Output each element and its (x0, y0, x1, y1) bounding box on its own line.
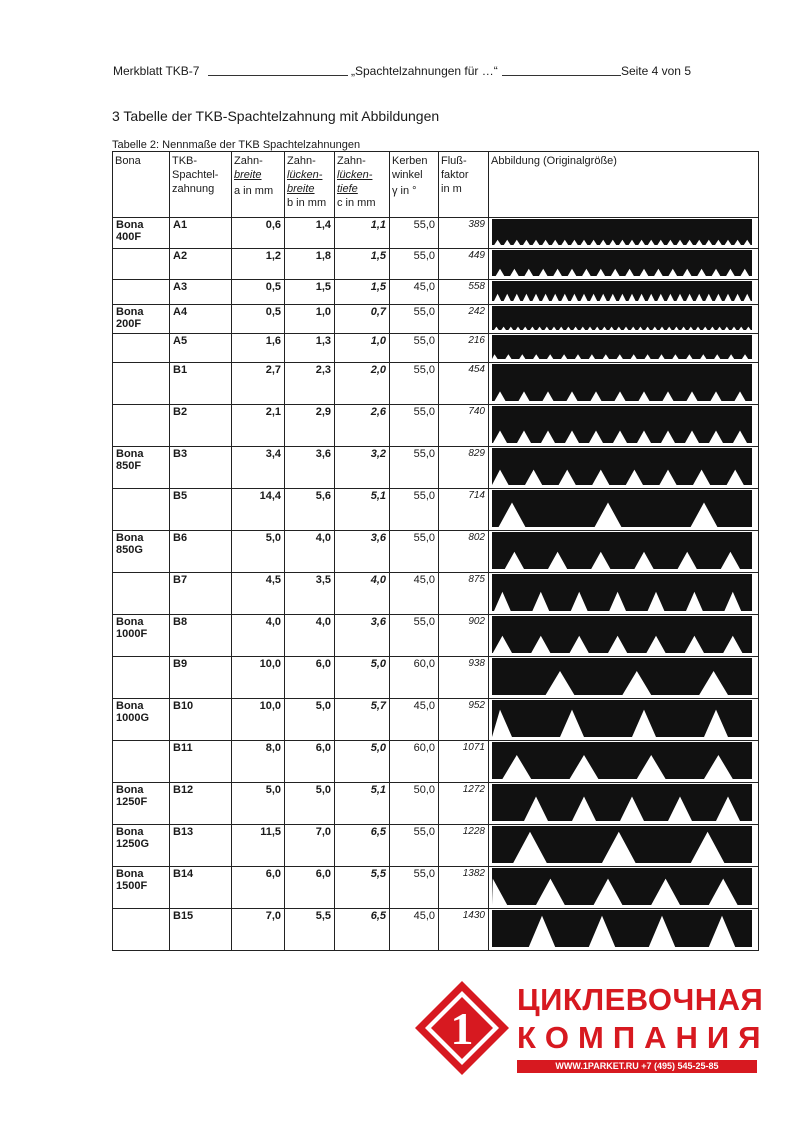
cell-notch-angle: 55,0 (390, 249, 439, 280)
cell-flow-factor: 1071 (439, 741, 489, 783)
cell-tkb-code: A1 (170, 218, 232, 249)
cell-flow-factor: 242 (439, 305, 489, 334)
cell-tooth-width: 3,4 (232, 447, 285, 489)
cell-gap-width: 1,0 (285, 305, 335, 334)
cell-notch-angle: 60,0 (390, 741, 439, 783)
notch-profile-shape (492, 250, 752, 276)
table-row (113, 573, 759, 615)
notch-profile-figure (492, 826, 752, 863)
cell-figure (489, 489, 759, 531)
notch-profile-shape (492, 335, 752, 359)
cell-flow-factor: 714 (439, 489, 489, 531)
cell-tkb-code: B6 (170, 531, 232, 573)
cell-tkb-code: A5 (170, 334, 232, 363)
cell-tooth-width: 2,1 (232, 405, 285, 447)
cell-gap-depth: 1,0 (335, 334, 390, 363)
cell-flow-factor: 952 (439, 699, 489, 741)
cell-tkb-code: B10 (170, 699, 232, 741)
cell-gap-width: 5,0 (285, 783, 335, 825)
cell-gap-depth: 4,0 (335, 573, 390, 615)
cell-gap-width: 4,0 (285, 531, 335, 573)
notch-profile-figure (492, 490, 752, 527)
cell-figure (489, 699, 759, 741)
table-row (113, 280, 759, 305)
cell-gap-depth: 1,1 (335, 218, 390, 249)
cell-gap-depth: 5,0 (335, 657, 390, 699)
notch-profile-figure (492, 658, 752, 695)
notch-profile-shape (492, 306, 752, 330)
cell-notch-angle: 45,0 (390, 699, 439, 741)
cell-gap-depth: 2,6 (335, 405, 390, 447)
table-row (113, 699, 759, 741)
cell-figure (489, 909, 759, 951)
table-row (113, 825, 759, 867)
cell-notch-angle: 55,0 (390, 218, 439, 249)
cell-notch-angle: 55,0 (390, 867, 439, 909)
logo-contacts: WWW.1PARKET.RU +7 (495) 545-25-85 (517, 1060, 757, 1073)
notch-profile-shape (492, 868, 752, 905)
table-body (113, 218, 759, 951)
cell-bona (113, 489, 170, 531)
table-caption: Tabelle 2: Nennmaße der TKB Spachtelzahnungen (112, 139, 361, 151)
cell-tooth-width: 0,6 (232, 218, 285, 249)
cell-tooth-width: 0,5 (232, 280, 285, 305)
table-row (113, 447, 759, 489)
logo-mark-text: 1 (450, 1003, 474, 1054)
cell-flow-factor: 829 (439, 447, 489, 489)
cell-notch-angle: 55,0 (390, 363, 439, 405)
cell-gap-width: 3,5 (285, 573, 335, 615)
cell-flow-factor: 389 (439, 218, 489, 249)
cell-notch-angle: 45,0 (390, 280, 439, 305)
logo-line-2: КОМПАНИЯ (517, 1020, 770, 1055)
cell-notch-angle: 45,0 (390, 909, 439, 951)
cell-gap-depth: 0,7 (335, 305, 390, 334)
col-notch-angle: Kerben winkel γ in ° (390, 152, 439, 218)
logo-diamond-icon (412, 978, 512, 1078)
cell-tkb-code: B12 (170, 783, 232, 825)
cell-flow-factor: 449 (439, 249, 489, 280)
cell-bona: Bona 1500F (113, 867, 170, 909)
section-title: 3 Tabelle der TKB-Spachtelzahnung mit Abbildungen (112, 108, 440, 124)
notch-profile-shape (492, 281, 752, 301)
table-header-row (113, 152, 759, 218)
table-row (113, 909, 759, 951)
notch-profile-figure (492, 532, 752, 569)
cell-gap-width: 7,0 (285, 825, 335, 867)
header-page-number: Seite 4 von 5 (620, 64, 691, 78)
header-doc-id: Merkblatt TKB-7 (113, 64, 200, 78)
cell-flow-factor: 875 (439, 573, 489, 615)
cell-tooth-width: 10,0 (232, 657, 285, 699)
cell-tooth-width: 10,0 (232, 699, 285, 741)
cell-gap-depth: 5,7 (335, 699, 390, 741)
cell-tkb-code: B3 (170, 447, 232, 489)
notch-profile-figure (492, 219, 752, 245)
notch-profile-figure (492, 364, 752, 401)
cell-flow-factor: 938 (439, 657, 489, 699)
cell-tooth-width: 1,2 (232, 249, 285, 280)
cell-gap-width: 4,0 (285, 615, 335, 657)
cell-bona (113, 405, 170, 447)
cell-notch-angle: 55,0 (390, 405, 439, 447)
cell-tkb-code: B11 (170, 741, 232, 783)
cell-gap-width: 2,9 (285, 405, 335, 447)
cell-figure (489, 249, 759, 280)
cell-gap-width: 6,0 (285, 741, 335, 783)
table-row (113, 405, 759, 447)
cell-figure (489, 615, 759, 657)
cell-gap-depth: 1,5 (335, 249, 390, 280)
cell-flow-factor: 1382 (439, 867, 489, 909)
notch-profile-figure (492, 250, 752, 276)
cell-tkb-code: B2 (170, 405, 232, 447)
company-logo (412, 978, 772, 1088)
cell-tooth-width: 14,4 (232, 489, 285, 531)
cell-tooth-width: 0,5 (232, 305, 285, 334)
notch-profile-figure (492, 700, 752, 737)
notch-profile-figure (492, 448, 752, 485)
cell-gap-depth: 2,0 (335, 363, 390, 405)
notch-profile-shape (492, 910, 752, 947)
page-header (113, 64, 691, 80)
cell-tkb-code: B14 (170, 867, 232, 909)
cell-tooth-width: 5,0 (232, 531, 285, 573)
notch-profile-shape (492, 616, 752, 653)
cell-tooth-width: 4,5 (232, 573, 285, 615)
cell-flow-factor: 1430 (439, 909, 489, 951)
cell-gap-width: 5,5 (285, 909, 335, 951)
cell-tkb-code: B15 (170, 909, 232, 951)
cell-tooth-width: 11,5 (232, 825, 285, 867)
col-tooth-width: Zahn- breite a in mm (232, 152, 285, 218)
spec-table (112, 151, 759, 951)
cell-tkb-code: A2 (170, 249, 232, 280)
cell-tkb-code: A3 (170, 280, 232, 305)
col-flow-factor: Fluß- faktor in m (439, 152, 489, 218)
notch-profile-shape (492, 448, 752, 485)
cell-bona: Bona 400F (113, 218, 170, 249)
cell-tooth-width: 1,6 (232, 334, 285, 363)
cell-bona (113, 363, 170, 405)
cell-bona: Bona 1250F (113, 783, 170, 825)
cell-bona: Bona 1000G (113, 699, 170, 741)
cell-gap-width: 1,5 (285, 280, 335, 305)
cell-gap-depth: 3,6 (335, 615, 390, 657)
cell-tkb-code: B9 (170, 657, 232, 699)
cell-bona (113, 741, 170, 783)
cell-tkb-code: B13 (170, 825, 232, 867)
cell-gap-depth: 5,0 (335, 741, 390, 783)
notch-profile-shape (492, 826, 752, 863)
col-gap-depth: Zahn- lücken- tiefe c in mm (335, 152, 390, 218)
cell-bona (113, 334, 170, 363)
table-row (113, 334, 759, 363)
cell-gap-depth: 5,1 (335, 489, 390, 531)
cell-figure (489, 783, 759, 825)
cell-tooth-width: 2,7 (232, 363, 285, 405)
cell-figure (489, 363, 759, 405)
cell-gap-depth: 3,6 (335, 531, 390, 573)
table-row (113, 305, 759, 334)
cell-notch-angle: 55,0 (390, 825, 439, 867)
notch-profile-shape (492, 658, 752, 695)
cell-bona: Bona 1000F (113, 615, 170, 657)
cell-gap-width: 1,3 (285, 334, 335, 363)
cell-flow-factor: 1228 (439, 825, 489, 867)
cell-flow-factor: 740 (439, 405, 489, 447)
cell-tooth-width: 5,0 (232, 783, 285, 825)
cell-bona: Bona 200F (113, 305, 170, 334)
cell-gap-width: 5,6 (285, 489, 335, 531)
table-row (113, 741, 759, 783)
table-row (113, 363, 759, 405)
cell-gap-width: 1,4 (285, 218, 335, 249)
notch-profile-figure (492, 335, 752, 359)
cell-flow-factor: 454 (439, 363, 489, 405)
cell-flow-factor: 902 (439, 615, 489, 657)
cell-notch-angle: 55,0 (390, 334, 439, 363)
cell-gap-depth: 5,1 (335, 783, 390, 825)
cell-tooth-width: 4,0 (232, 615, 285, 657)
cell-gap-depth: 1,5 (335, 280, 390, 305)
cell-gap-depth: 5,5 (335, 867, 390, 909)
cell-figure (489, 531, 759, 573)
notch-profile-shape (492, 700, 752, 737)
cell-bona: Bona 850F (113, 447, 170, 489)
cell-gap-depth: 6,5 (335, 825, 390, 867)
cell-notch-angle: 55,0 (390, 531, 439, 573)
cell-flow-factor: 558 (439, 280, 489, 305)
cell-gap-width: 1,8 (285, 249, 335, 280)
col-figure: Abbildung (Originalgröße) (489, 152, 759, 218)
cell-tooth-width: 7,0 (232, 909, 285, 951)
cell-figure (489, 867, 759, 909)
notch-profile-shape (492, 574, 752, 611)
table-row (113, 867, 759, 909)
notch-profile-figure (492, 306, 752, 330)
cell-bona (113, 657, 170, 699)
cell-figure (489, 447, 759, 489)
notch-profile-figure (492, 281, 752, 301)
cell-figure (489, 657, 759, 699)
cell-figure (489, 305, 759, 334)
cell-figure (489, 280, 759, 305)
cell-gap-width: 2,3 (285, 363, 335, 405)
cell-notch-angle: 55,0 (390, 489, 439, 531)
header-title: „Spachtelzahnungen für …“ (351, 64, 498, 78)
notch-profile-shape (492, 406, 752, 443)
cell-gap-width: 6,0 (285, 867, 335, 909)
table-row (113, 657, 759, 699)
notch-profile-figure (492, 910, 752, 947)
cell-gap-width: 5,0 (285, 699, 335, 741)
cell-notch-angle: 45,0 (390, 573, 439, 615)
cell-bona (113, 280, 170, 305)
cell-flow-factor: 802 (439, 531, 489, 573)
notch-profile-shape (492, 742, 752, 779)
cell-tkb-code: B5 (170, 489, 232, 531)
cell-figure (489, 218, 759, 249)
col-bona: Bona (113, 152, 170, 218)
cell-figure (489, 573, 759, 615)
cell-flow-factor: 216 (439, 334, 489, 363)
cell-notch-angle: 55,0 (390, 447, 439, 489)
cell-tkb-code: B1 (170, 363, 232, 405)
cell-notch-angle: 60,0 (390, 657, 439, 699)
col-tkb: TKB- Spachtel- zahnung (170, 152, 232, 218)
notch-profile-figure (492, 616, 752, 653)
cell-notch-angle: 55,0 (390, 615, 439, 657)
cell-figure (489, 741, 759, 783)
cell-tkb-code: A4 (170, 305, 232, 334)
table-row (113, 531, 759, 573)
cell-bona (113, 573, 170, 615)
notch-profile-shape (492, 219, 752, 245)
cell-gap-depth: 6,5 (335, 909, 390, 951)
cell-figure (489, 334, 759, 363)
cell-tooth-width: 8,0 (232, 741, 285, 783)
cell-notch-angle: 55,0 (390, 305, 439, 334)
cell-flow-factor: 1272 (439, 783, 489, 825)
table-row (113, 783, 759, 825)
notch-profile-shape (492, 784, 752, 821)
table-row (113, 218, 759, 249)
col-gap-width: Zahn- lücken- breite b in mm (285, 152, 335, 218)
cell-gap-depth: 3,2 (335, 447, 390, 489)
table-row (113, 489, 759, 531)
notch-profile-figure (492, 574, 752, 611)
cell-notch-angle: 50,0 (390, 783, 439, 825)
cell-tkb-code: B8 (170, 615, 232, 657)
cell-tkb-code: B7 (170, 573, 232, 615)
notch-profile-shape (492, 364, 752, 401)
cell-figure (489, 405, 759, 447)
cell-bona: Bona 850G (113, 531, 170, 573)
cell-gap-width: 3,6 (285, 447, 335, 489)
cell-bona (113, 909, 170, 951)
notch-profile-shape (492, 532, 752, 569)
notch-profile-figure (492, 868, 752, 905)
cell-gap-width: 6,0 (285, 657, 335, 699)
cell-bona: Bona 1250G (113, 825, 170, 867)
notch-profile-figure (492, 406, 752, 443)
cell-bona (113, 249, 170, 280)
notch-profile-figure (492, 742, 752, 779)
notch-profile-shape (492, 490, 752, 527)
notch-profile-figure (492, 784, 752, 821)
table-row (113, 249, 759, 280)
cell-tooth-width: 6,0 (232, 867, 285, 909)
table-row (113, 615, 759, 657)
cell-figure (489, 825, 759, 867)
logo-line-1: ЦИКЛЕВОЧНАЯ (517, 982, 764, 1017)
